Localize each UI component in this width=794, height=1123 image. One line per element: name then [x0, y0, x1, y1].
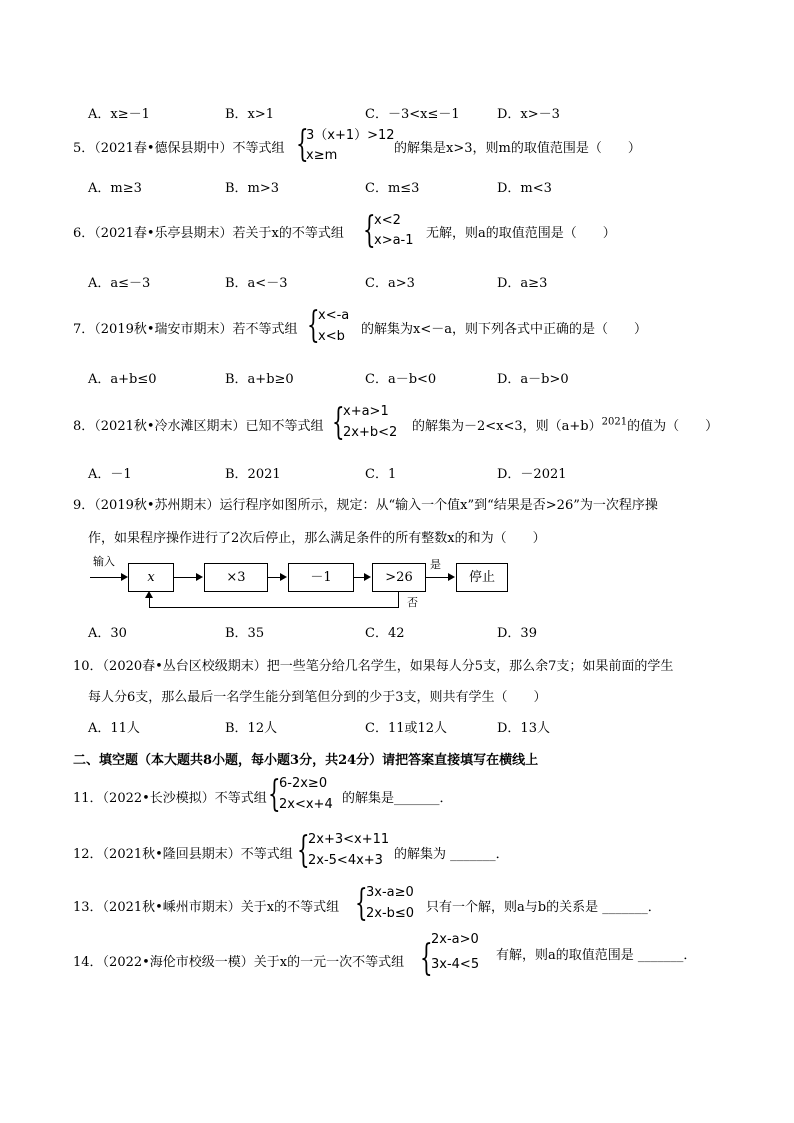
q4-option-c: C．－3<x≤－1 [365, 107, 460, 122]
flow-box-minus1: －1 [288, 563, 354, 592]
q10-option-d: D．13人 [497, 721, 550, 736]
section-fill-in-heading: 二、填空题（本大题共8小题，每小题3分，共24分）请把答案直接填写在横线上 [73, 753, 539, 768]
q8-brace: { [332, 402, 345, 443]
q11-stem-pre: 11．（2022•长沙模拟）不等式组 [73, 791, 267, 806]
q8-exponent: 2021 [601, 416, 628, 428]
q8-option-a: A．－1 [88, 467, 132, 482]
q5-option-d: D．m<3 [497, 181, 552, 196]
q14-stem-pre: 14．（2022•海伦市校级一模）关于x的一元一次不等式组 [73, 955, 405, 970]
flow-yes-label: 是 [430, 558, 441, 571]
q8-stem-post-main: 的解集为－2<x<3，则（a+b） [412, 419, 602, 434]
q11-system-line1: 6-2x≥0 [279, 776, 328, 791]
q5-option-c: C．m≤3 [365, 181, 420, 196]
q14-system-line1: 2x-a>0 [431, 932, 479, 947]
q5-stem-post: 的解集是x>3，则m的取值范围是（ ） [394, 141, 641, 156]
flow-arrow-yes [426, 577, 448, 578]
flow-arrowhead-1 [196, 573, 203, 581]
q13-stem-pre: 13．（2021秋•嵊州市期末）关于x的不等式组 [73, 900, 340, 915]
q14-stem-post: 有解，则a的取值范围是 _______． [496, 948, 697, 963]
q9-option-c: C．42 [365, 626, 405, 641]
q14-system-line2: 3x-4<5 [431, 957, 480, 972]
q13-system-line2: 2x-b≤0 [366, 906, 415, 921]
q8-stem-pre: 8．（2021秋•冷水滩区期末）已知不等式组 [73, 419, 324, 434]
q7-option-d: D．a－b>0 [497, 372, 569, 387]
q6-system-line1: x<2 [374, 213, 401, 228]
q6-option-c: C．a>3 [365, 276, 415, 291]
q9-stem-line2: 作，如果程序操作进行了2次后停止，那么满足条件的所有整数x的和为（ ） [88, 531, 546, 546]
q9-stem-line1: 9．（2019秋•苏州期末）运行程序如图所示，规定：从“输入一个值x”到“结果是否>26”为一次程序操 [73, 498, 658, 513]
q5-brace: { [296, 124, 309, 165]
q12-stem-pre: 12．（2021秋•隆回县期末）不等式组 [73, 847, 293, 862]
q7-option-a: A．a+b≤0 [88, 372, 157, 387]
q5-option-b: B．m>3 [225, 181, 280, 196]
q14-brace: { [420, 938, 433, 979]
q10-option-b: B．12人 [225, 721, 278, 736]
q11-system-line2: 2x<x+4 [279, 797, 333, 812]
q13-brace: { [355, 883, 368, 924]
q4-option-b: B．x>1 [225, 107, 275, 122]
flow-arrowhead-yes [448, 573, 455, 581]
q7-stem-pre: 7．（2019秋•瑞安市期末）若不等式组 [73, 322, 298, 337]
flow-arrow-3 [354, 577, 364, 578]
q12-system-line2: 2x-5<4x+3 [308, 853, 383, 868]
q6-system-line2: x>a-1 [374, 233, 414, 248]
q6-option-b: B．a<－3 [225, 276, 288, 291]
q5-option-a: A．m≥3 [88, 181, 142, 196]
q9-option-d: D．39 [497, 626, 537, 641]
q7-system-line1: x<-a [318, 308, 350, 323]
flow-box-times3: ×3 [204, 563, 268, 592]
q11-brace: { [268, 774, 281, 815]
q5-system-line2: x≥m [306, 148, 338, 163]
flow-loop-arrowhead [145, 591, 153, 598]
flow-input-label: 输入 [93, 555, 115, 568]
flow-arrow-2 [268, 577, 280, 578]
q6-stem-pre: 6．（2021春•乐亭县期末）若关于x的不等式组 [73, 226, 344, 241]
q12-system-line1: 2x+3<x+11 [308, 832, 390, 847]
flow-arrowhead-3 [364, 573, 371, 581]
q4-option-d: D．x>－3 [497, 107, 560, 122]
q8-stem-post-end: 的值为（ ） [627, 419, 719, 434]
flow-loop-horizontal [149, 607, 399, 608]
flow-box-stop: 停止 [456, 563, 508, 592]
flow-input-arrowhead [121, 573, 128, 581]
q7-system-line2: x<b [318, 329, 345, 344]
q7-option-c: C．a－b<0 [365, 372, 437, 387]
q8-option-d: D．－2021 [497, 467, 567, 482]
q5-stem-pre: 5．（2021春•德保县期中）不等式组 [73, 141, 285, 156]
flow-arrow-1 [174, 577, 196, 578]
flow-box-x: x [128, 563, 174, 592]
flow-no-label: 否 [407, 596, 418, 609]
q6-brace: { [363, 210, 376, 251]
q8-option-b: B．2021 [225, 467, 281, 482]
q10-option-c: C．11或12人 [365, 721, 448, 736]
q7-stem-post: 的解集为x<－a，则下列各式中正确的是（ ） [361, 322, 647, 337]
q10-stem-line1: 10．（2020春•丛台区校级期末）把一些笔分给几名学生，如果每人分5支，那么余7支；如果前面的学生 [73, 659, 674, 674]
q11-stem-post: 的解集是_______． [342, 791, 453, 806]
q6-option-d: D．a≥3 [497, 276, 548, 291]
q7-brace: { [307, 305, 320, 346]
flow-input-arrow-line [90, 577, 122, 578]
flow-loop-down [398, 592, 399, 608]
q12-stem-post: 的解集为 _______． [394, 847, 509, 862]
q10-option-a: A．11人 [88, 721, 140, 736]
q8-option-c: C．1 [365, 467, 397, 482]
q8-stem-post [412, 415, 718, 434]
q7-option-b: B．a+b≥0 [225, 372, 294, 387]
q4-option-a: A．x≥－1 [88, 107, 150, 122]
flow-loop-up [149, 597, 150, 608]
q6-option-a: A．a≤－3 [88, 276, 151, 291]
q8-system-line2: 2x+b<2 [343, 425, 398, 440]
flow-arrowhead-2 [280, 573, 287, 581]
q6-stem-post: 无解，则a的取值范围是（ ） [426, 226, 616, 241]
q9-option-a: A．30 [88, 626, 127, 641]
q10-stem-line2: 每人分6支，那么最后一名学生能分到笔但分到的少于3支，则共有学生（ ） [88, 690, 547, 705]
q9-option-b: B．35 [225, 626, 265, 641]
q13-system-line1: 3x-a≥0 [366, 885, 414, 900]
q12-brace: { [297, 830, 310, 871]
q5-system-line1: 3（x+1）>12 [306, 128, 395, 143]
flow-box-gt26: >26 [372, 563, 426, 592]
q13-stem-post: 只有一个解，则a与b的关系是 _______． [426, 900, 661, 915]
q8-system-line1: x+a>1 [343, 404, 389, 419]
